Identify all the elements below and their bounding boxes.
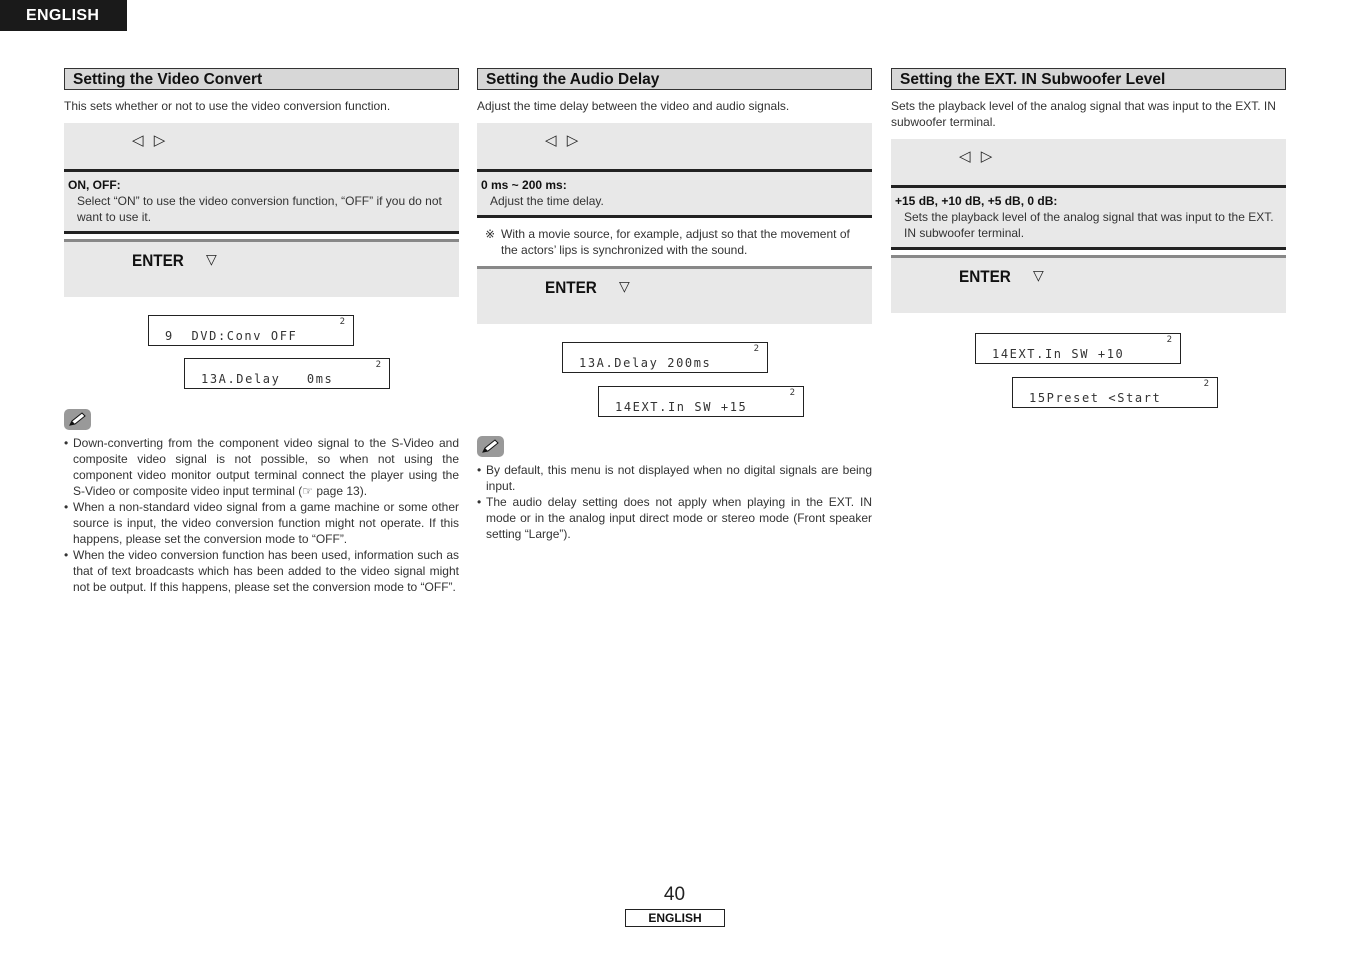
asterisk-note: ※ With a movie source, for example, adjust so that the movement of the actors’ lips is synchronized with the sound. bbox=[477, 218, 872, 266]
enter-key-label: ENTER bbox=[545, 278, 597, 297]
section-intro: Adjust the time delay between the video and audio signals. bbox=[477, 99, 790, 113]
pencil-icon bbox=[64, 409, 91, 430]
section-ext-in-subwoofer bbox=[891, 68, 1286, 313]
lcd-display: 13A.Delay 0ms 2 bbox=[184, 358, 390, 389]
section-title: Setting the Audio Delay bbox=[477, 68, 872, 90]
option-text: Adjust the time delay. bbox=[490, 194, 604, 208]
enter-step bbox=[891, 258, 1286, 313]
enter-key-label: ENTER bbox=[132, 251, 184, 270]
instruction-box bbox=[891, 139, 1286, 313]
option-text: Select “ON” to use the video conversion function, “OFF” if you do not want to use it. bbox=[77, 194, 442, 224]
lcd-display: 14EXT.In SW +15 2 bbox=[598, 386, 804, 417]
left-right-triangle-icons: ◁ ▷ bbox=[959, 148, 996, 165]
down-triangle-icon: ▽ bbox=[1033, 267, 1044, 283]
option-description bbox=[477, 172, 872, 215]
option-values: +15 dB, +10 dB, +5 dB, 0 dB: bbox=[895, 194, 1058, 208]
footer-language-tag: ENGLISH bbox=[625, 909, 725, 927]
section-title: Setting the Video Convert bbox=[64, 68, 459, 90]
option-description bbox=[64, 172, 459, 231]
enter-step bbox=[64, 242, 459, 297]
language-tab: ENGLISH bbox=[0, 0, 127, 31]
section-intro: Sets the playback level of the analog signal that was input to the EXT. IN subwoofer terminal. bbox=[891, 99, 1276, 129]
enter-key-label: ENTER bbox=[959, 267, 1011, 286]
list-item: • Down-converting from the component video signal to the S-Video and composite video signal is not possible, so when not using the component video monitor output terminal connect the player using the S-Video or composite video input terminal (☞ page 13). bbox=[64, 436, 459, 498]
down-triangle-icon: ▽ bbox=[206, 251, 217, 267]
lcd-display: 15Preset <Start 2 bbox=[1012, 377, 1218, 408]
page-number: 40 bbox=[663, 884, 686, 905]
notes-list bbox=[477, 462, 872, 542]
section-video-convert bbox=[64, 68, 459, 297]
list-item: • When a non-standard video signal from a game machine or some other source is input, the video conversion function might not operate. If this happens, please set the conversion mode to “OFF”. bbox=[64, 500, 459, 546]
instruction-box bbox=[64, 123, 459, 297]
left-right-triangle-icons: ◁ ▷ bbox=[132, 132, 169, 149]
option-description bbox=[891, 188, 1286, 247]
asterisk-icon: ※ bbox=[485, 227, 496, 241]
section-intro: This sets whether or not to use the video conversion function. bbox=[64, 99, 391, 113]
notes-list bbox=[64, 435, 459, 595]
option-values: 0 ms ~ 200 ms: bbox=[481, 178, 567, 192]
list-item: • When the video conversion function has been used, information such as that of text broadcasts which has been added to the video signal might not be output. If this happens, please set the conversion mode to “OFF”. bbox=[64, 548, 459, 594]
lcd-display: 9 DVD:Conv OFF 2 bbox=[148, 315, 354, 346]
lcd-display: 14EXT.In SW +10 2 bbox=[975, 333, 1181, 364]
enter-step bbox=[477, 269, 872, 324]
list-item: • By default, this menu is not displayed when no digital signals are being input. bbox=[477, 463, 872, 493]
lcd-display: 13A.Delay 200ms 2 bbox=[562, 342, 768, 373]
down-triangle-icon: ▽ bbox=[619, 278, 630, 294]
pencil-icon bbox=[477, 436, 504, 457]
list-item: • The audio delay setting does not apply when playing in the EXT. IN mode or in the analog input direct mode or stereo mode (Front speaker setting “Large”). bbox=[477, 495, 872, 541]
option-text: Sets the playback level of the analog signal that was input to the EXT. IN subwoofer terminal. bbox=[904, 210, 1274, 240]
section-title: Setting the EXT. IN Subwoofer Level bbox=[891, 68, 1286, 90]
option-values: ON, OFF: bbox=[68, 178, 121, 192]
instruction-box bbox=[477, 123, 872, 324]
left-right-triangle-icons: ◁ ▷ bbox=[545, 132, 582, 149]
section-audio-delay bbox=[477, 68, 872, 324]
